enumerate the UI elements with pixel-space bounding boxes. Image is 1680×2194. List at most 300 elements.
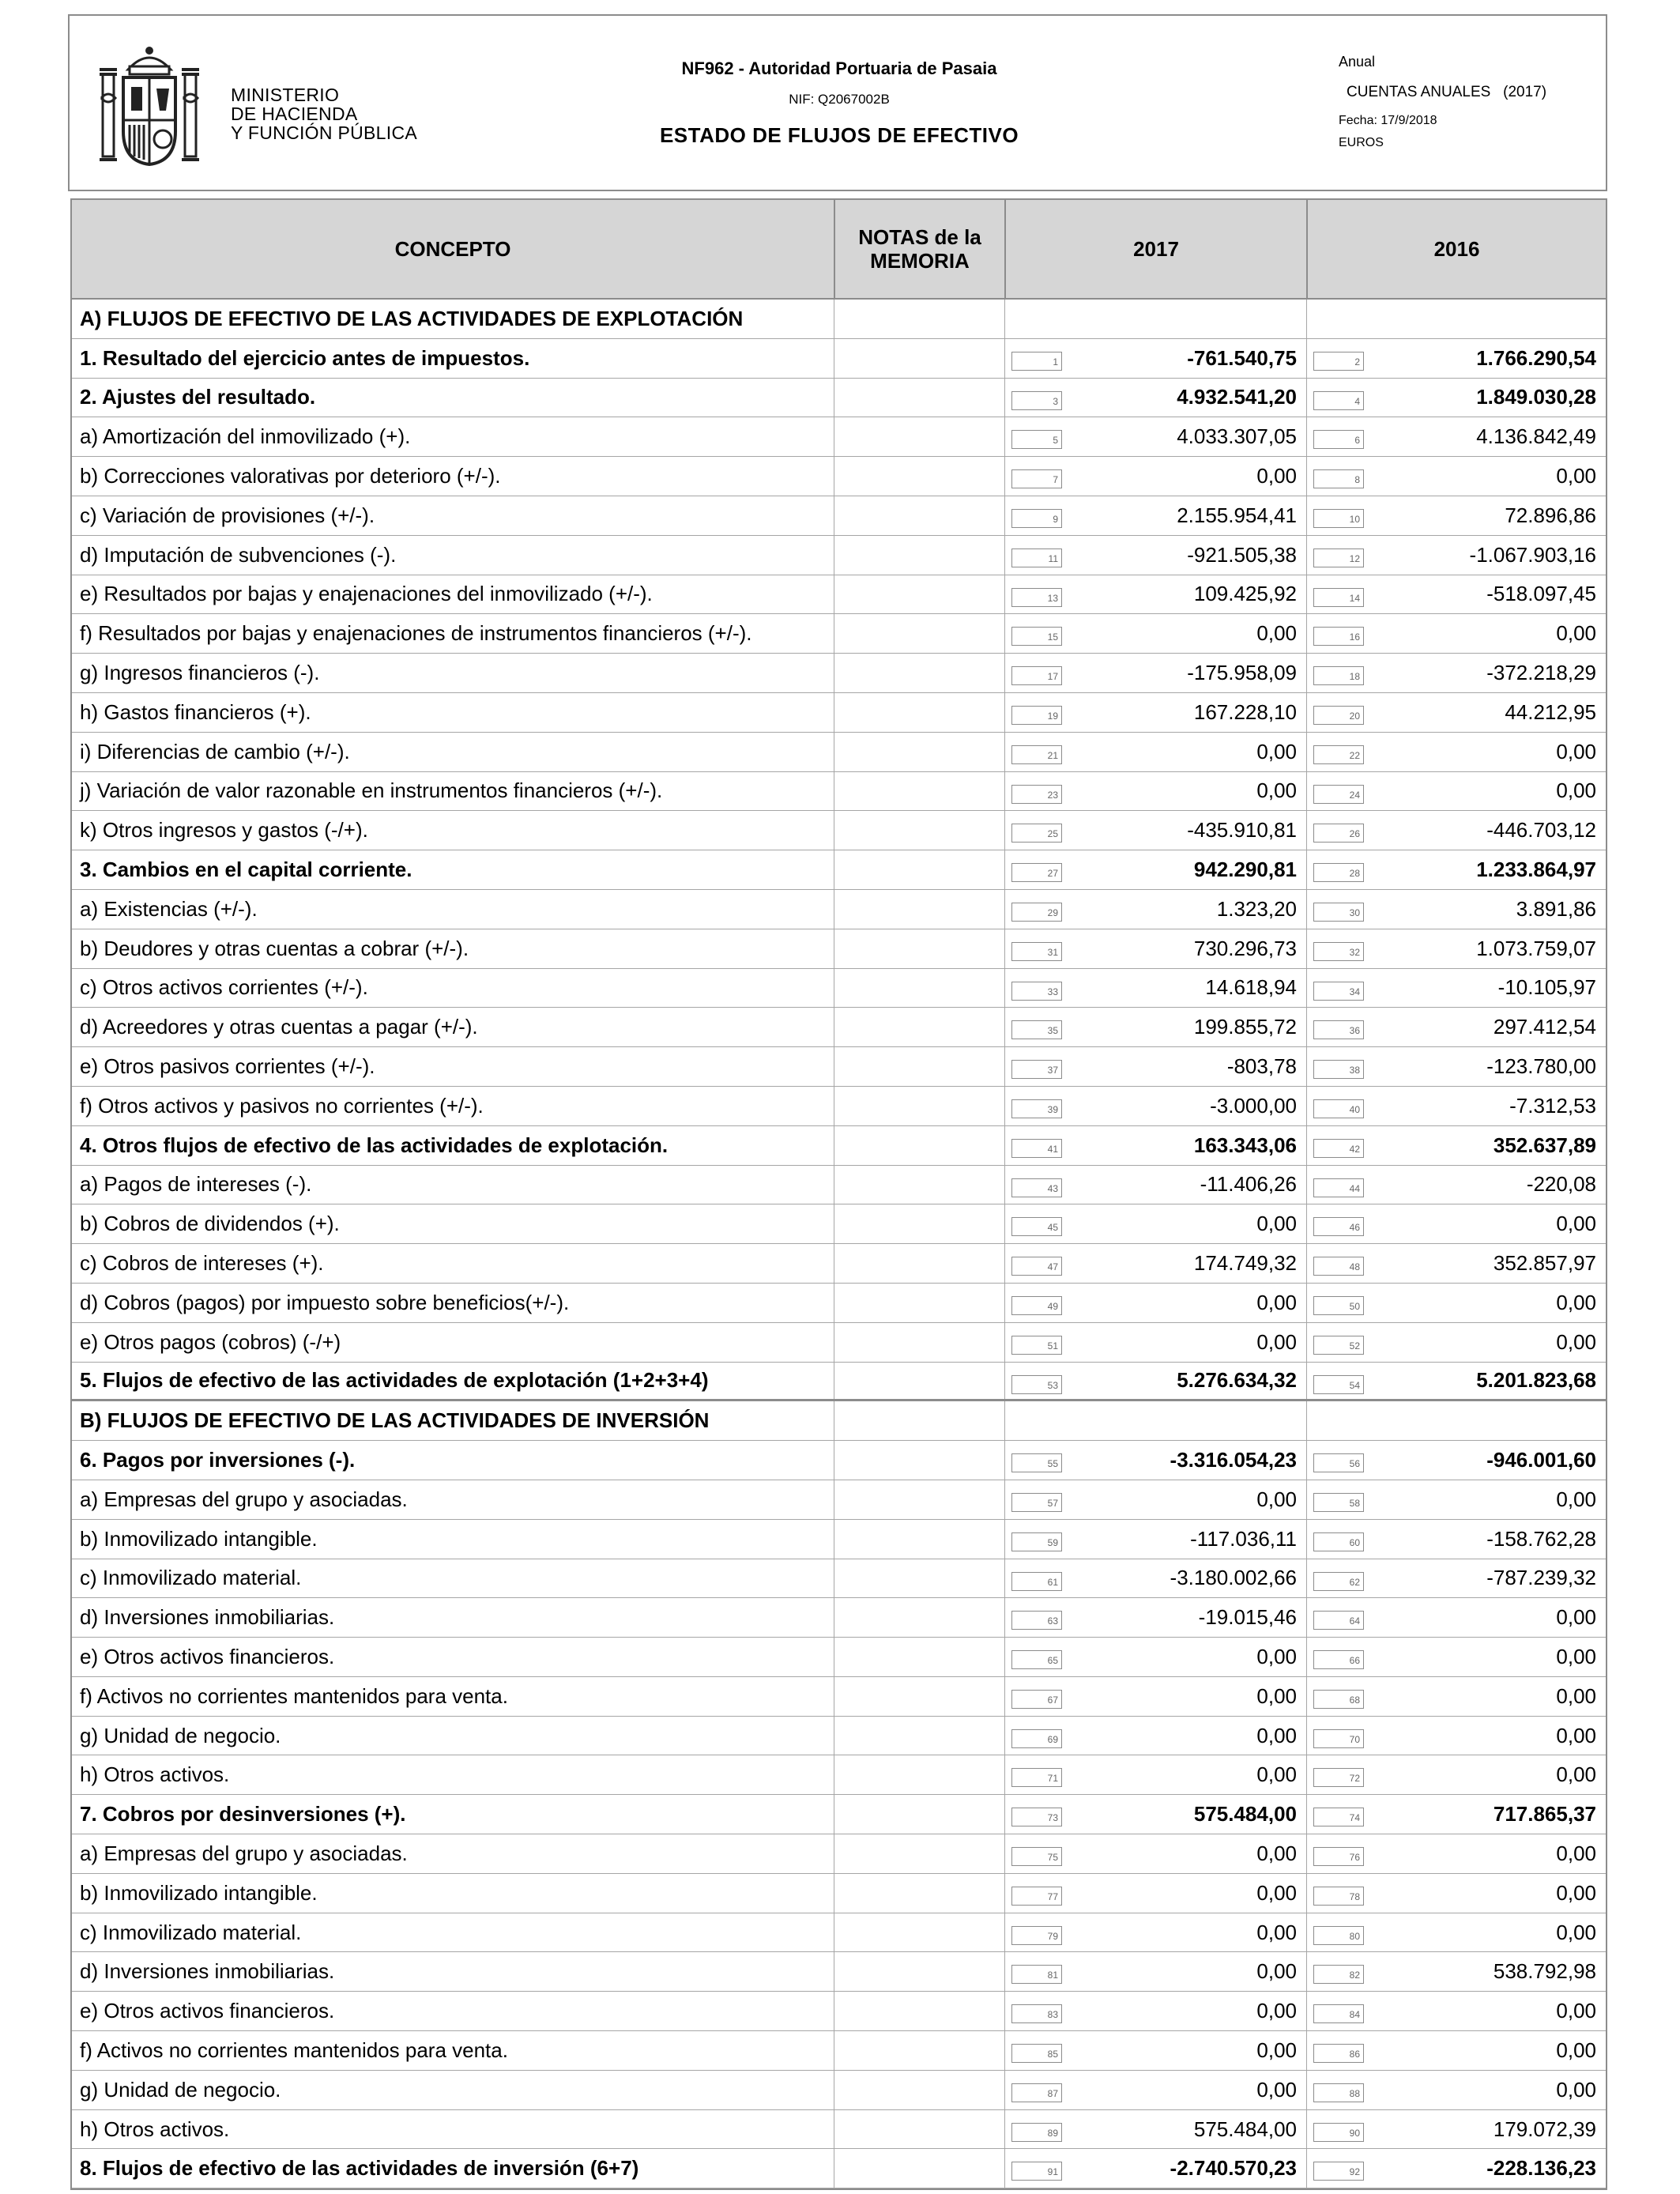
row-notes — [834, 1874, 1004, 1913]
value-2017: 730.296,73 — [1193, 936, 1297, 960]
row-concept: 3. Cambios en el capital corriente. — [80, 858, 412, 882]
row-value-2017 — [1004, 1166, 1306, 1204]
row-notes — [834, 1755, 1004, 1794]
row-value-2016 — [1306, 457, 1606, 496]
line-code-box: 79 — [1011, 1926, 1062, 1945]
row-value-2017 — [1004, 1992, 1306, 2030]
line-code-box: 35 — [1011, 1020, 1062, 1039]
row-value-2016 — [1306, 1441, 1606, 1480]
table-row — [72, 417, 1606, 457]
row-concept: k) Otros ingresos y gastos (-/+). — [80, 818, 368, 843]
row-value-2017 — [1004, 1204, 1306, 1243]
line-code-box: 76 — [1313, 1847, 1364, 1866]
row-value-2017 — [1004, 300, 1306, 338]
row-value-2016 — [1306, 969, 1606, 1008]
table-row — [72, 1441, 1606, 1480]
row-concept: A) FLUJOS DE EFECTIVO DE LAS ACTIVIDADES DE EXPLOTACIÓN — [80, 306, 744, 330]
line-code-box: 45 — [1011, 1217, 1062, 1236]
row-value-2016 — [1306, 496, 1606, 535]
value-2017: 0,00 — [1256, 621, 1297, 646]
value-2017: 0,00 — [1256, 464, 1297, 488]
line-code-box: 61 — [1011, 1572, 1062, 1591]
row-notes — [834, 811, 1004, 850]
value-2017: 0,00 — [1256, 1959, 1297, 1984]
line-code-box: 87 — [1011, 2083, 1062, 2102]
value-2017: 4.033.307,05 — [1177, 424, 1297, 449]
table-row — [72, 1126, 1606, 1166]
row-value-2017 — [1004, 693, 1306, 732]
row-value-2016 — [1306, 1834, 1606, 1873]
row-value-2016 — [1306, 811, 1606, 850]
line-code-box: 22 — [1313, 745, 1364, 764]
value-2016: -787.239,32 — [1486, 1566, 1596, 1590]
table-row — [72, 1284, 1606, 1323]
row-notes — [834, 2149, 1004, 2188]
line-code-box: 26 — [1313, 824, 1364, 843]
line-code-box: 34 — [1313, 982, 1364, 1001]
line-code-box: 9 — [1011, 509, 1062, 528]
line-code-box: 49 — [1011, 1296, 1062, 1315]
value-2017: -3.316.054,23 — [1170, 1448, 1297, 1472]
section-header-row — [72, 300, 1606, 339]
row-notes — [834, 1598, 1004, 1637]
line-code-box: 59 — [1011, 1532, 1062, 1551]
value-2017: 4.932.541,20 — [1177, 385, 1297, 409]
value-2016: 0,00 — [1556, 739, 1596, 763]
row-notes — [834, 1244, 1004, 1283]
table-row — [72, 575, 1606, 615]
row-value-2017 — [1004, 2149, 1306, 2188]
row-value-2017 — [1004, 654, 1306, 692]
currency-label: EUROS — [1339, 136, 1384, 149]
value-2016: -220,08 — [1526, 1172, 1596, 1197]
row-value-2017 — [1004, 1598, 1306, 1637]
line-code-box: 91 — [1011, 2162, 1062, 2181]
row-concept: b) Deudores y otras cuentas a cobrar (+/-). — [80, 936, 469, 960]
value-2017: -921.505,38 — [1187, 542, 1297, 567]
row-value-2016 — [1306, 929, 1606, 968]
row-concept: h) Otros activos. — [80, 1762, 230, 1787]
row-notes — [834, 1677, 1004, 1716]
row-notes — [834, 929, 1004, 968]
line-code-box: 62 — [1313, 1572, 1364, 1591]
row-value-2016 — [1306, 1717, 1606, 1755]
line-code-box: 5 — [1011, 430, 1062, 449]
row-notes — [834, 1913, 1004, 1952]
row-notes — [834, 1952, 1004, 1991]
table-row — [72, 1598, 1606, 1638]
row-value-2016 — [1306, 1913, 1606, 1952]
row-notes — [834, 1363, 1004, 1400]
table-row — [72, 1008, 1606, 1047]
row-concept: 5. Flujos de efectivo de las actividades de explotación (1+2+3+4) — [80, 1368, 709, 1393]
value-2017: -3.180.002,66 — [1170, 1566, 1297, 1590]
row-notes — [834, 969, 1004, 1008]
line-code-box: 10 — [1313, 509, 1364, 528]
row-notes — [834, 339, 1004, 378]
row-notes — [834, 496, 1004, 535]
value-2017: -2.740.570,23 — [1170, 2156, 1297, 2181]
document-title: ESTADO DE FLUJOS DE EFECTIVO — [659, 123, 1019, 147]
row-value-2017 — [1004, 1480, 1306, 1519]
value-2017: 199.855,72 — [1193, 1015, 1297, 1039]
value-2017: 0,00 — [1256, 1723, 1297, 1747]
value-2017: -435.910,81 — [1187, 818, 1297, 843]
line-code-box: 90 — [1313, 2123, 1364, 2142]
value-2017: 0,00 — [1256, 1841, 1297, 1865]
row-notes — [834, 575, 1004, 614]
value-2017: -803,78 — [1226, 1054, 1297, 1079]
row-value-2017 — [1004, 1244, 1306, 1283]
document-header — [68, 14, 1607, 191]
row-notes — [834, 417, 1004, 456]
line-code-box: 75 — [1011, 1847, 1062, 1866]
row-concept: d) Inversiones inmobiliarias. — [80, 1959, 335, 1984]
table-row — [72, 969, 1606, 1008]
row-notes — [834, 536, 1004, 575]
row-concept: h) Gastos financieros (+). — [80, 699, 311, 724]
row-notes — [834, 1992, 1004, 2030]
table-row — [72, 379, 1606, 418]
row-concept: e) Otros pasivos corrientes (+/-). — [80, 1054, 375, 1079]
row-concept: a) Amortización del inmovilizado (+). — [80, 424, 411, 449]
row-notes — [834, 1204, 1004, 1243]
line-code-box: 18 — [1313, 666, 1364, 685]
row-value-2016 — [1306, 1480, 1606, 1519]
row-value-2016 — [1306, 2110, 1606, 2149]
line-code-box: 37 — [1011, 1060, 1062, 1079]
row-value-2016 — [1306, 1008, 1606, 1046]
line-code-box: 84 — [1313, 2004, 1364, 2023]
line-code-box: 66 — [1313, 1650, 1364, 1669]
line-code-box: 89 — [1011, 2123, 1062, 2142]
table-row — [72, 733, 1606, 772]
value-2017: 0,00 — [1256, 1644, 1297, 1668]
row-value-2016 — [1306, 379, 1606, 417]
value-2016: 717.865,37 — [1493, 1802, 1596, 1826]
value-2016: 297.412,54 — [1493, 1015, 1596, 1039]
value-2017: 0,00 — [1256, 778, 1297, 803]
line-code-box: 39 — [1011, 1099, 1062, 1118]
line-code-box: 74 — [1313, 1808, 1364, 1826]
line-code-box: 51 — [1011, 1336, 1062, 1355]
line-code-box: 77 — [1011, 1887, 1062, 1906]
table-row — [72, 1913, 1606, 1953]
table-row — [72, 536, 1606, 575]
row-concept: g) Ingresos financieros (-). — [80, 661, 320, 685]
value-2016: 0,00 — [1556, 1683, 1596, 1708]
row-value-2016 — [1306, 1047, 1606, 1086]
value-2017: -19.015,46 — [1198, 1605, 1297, 1630]
value-2016: 0,00 — [1556, 2077, 1596, 2102]
value-2016: 1.233.864,97 — [1476, 858, 1596, 882]
value-2017: 0,00 — [1256, 1920, 1297, 1944]
table-row — [72, 890, 1606, 929]
row-concept: e) Otros activos financieros. — [80, 1999, 335, 2023]
value-2017: -175.958,09 — [1187, 661, 1297, 685]
line-code-box: 19 — [1011, 706, 1062, 725]
value-2016: 44.212,95 — [1505, 699, 1596, 724]
row-value-2017 — [1004, 1913, 1306, 1952]
row-concept: f) Activos no corrientes mantenidos para venta. — [80, 2038, 508, 2062]
line-code-box: 12 — [1313, 548, 1364, 567]
value-2016: -946.001,60 — [1486, 1448, 1596, 1472]
value-2017: 0,00 — [1256, 1880, 1297, 1905]
line-code-box: 71 — [1011, 1768, 1062, 1787]
line-code-box: 83 — [1011, 2004, 1062, 2023]
value-2017: -117.036,11 — [1190, 1526, 1297, 1551]
row-notes — [834, 614, 1004, 653]
line-code-box: 86 — [1313, 2044, 1364, 2063]
line-code-box: 38 — [1313, 1060, 1364, 1079]
row-concept: a) Existencias (+/-). — [80, 896, 258, 921]
row-notes — [834, 1717, 1004, 1755]
row-value-2017 — [1004, 1559, 1306, 1598]
value-2016: 72.896,86 — [1505, 503, 1596, 527]
row-value-2016 — [1306, 2071, 1606, 2109]
value-2017: -3.000,00 — [1210, 1093, 1297, 1118]
row-concept: c) Otros activos corrientes (+/-). — [80, 975, 368, 1000]
line-code-box: 30 — [1313, 903, 1364, 922]
value-2016: 179.072,39 — [1493, 2117, 1596, 2141]
table-row — [72, 2071, 1606, 2110]
row-notes — [834, 1401, 1004, 1440]
row-notes — [834, 654, 1004, 692]
entity-name: NF962 - Autoridad Portuaria de Pasaia — [681, 58, 997, 78]
row-concept: g) Unidad de negocio. — [80, 2077, 281, 2102]
row-concept: g) Unidad de negocio. — [80, 1723, 281, 1747]
value-2017: 2.155.954,41 — [1177, 503, 1297, 527]
line-code-box: 68 — [1313, 1690, 1364, 1709]
row-notes — [834, 1284, 1004, 1322]
line-code-box: 2 — [1313, 352, 1364, 371]
table-row — [72, 614, 1606, 654]
line-code-box: 57 — [1011, 1493, 1062, 1512]
row-value-2016 — [1306, 1598, 1606, 1637]
table-row — [72, 1992, 1606, 2031]
row-concept: j) Variación de valor razonable en instrumentos financieros (+/-). — [80, 778, 663, 803]
table-row — [72, 1795, 1606, 1834]
row-notes — [834, 2110, 1004, 2149]
table-row — [72, 2110, 1606, 2150]
row-concept: 6. Pagos por inversiones (-). — [80, 1448, 356, 1472]
row-concept: d) Inversiones inmobiliarias. — [80, 1605, 335, 1630]
table-row — [72, 1952, 1606, 1992]
value-2017: -761.540,75 — [1187, 345, 1297, 370]
row-value-2017 — [1004, 1363, 1306, 1400]
row-value-2017 — [1004, 772, 1306, 811]
table-row — [72, 1677, 1606, 1717]
table-row — [72, 2149, 1606, 2188]
value-2016: 352.857,97 — [1493, 1251, 1596, 1276]
row-concept: h) Otros activos. — [80, 2117, 230, 2141]
row-value-2017 — [1004, 2031, 1306, 2070]
value-2016: 0,00 — [1556, 778, 1596, 803]
value-2016: -158.762,28 — [1486, 1526, 1596, 1551]
row-value-2016 — [1306, 850, 1606, 889]
row-value-2016 — [1306, 536, 1606, 575]
accounts-label: CUENTAS ANUALES (2017) — [1347, 84, 1547, 100]
value-2016: -1.067.903,16 — [1469, 542, 1596, 567]
table-row — [72, 811, 1606, 850]
row-notes — [834, 1008, 1004, 1046]
row-concept: a) Empresas del grupo y asociadas. — [80, 1841, 408, 1865]
row-value-2016 — [1306, 2149, 1606, 2188]
table-row — [72, 457, 1606, 496]
value-2017: 0,00 — [1256, 1329, 1297, 1354]
line-code-box: 50 — [1313, 1296, 1364, 1315]
table-row — [72, 850, 1606, 890]
row-value-2017 — [1004, 1874, 1306, 1913]
table-row — [72, 929, 1606, 969]
line-code-box: 28 — [1313, 863, 1364, 882]
line-code-box: 47 — [1011, 1257, 1062, 1276]
line-code-box: 33 — [1011, 982, 1062, 1001]
value-2016: 0,00 — [1556, 1644, 1596, 1668]
line-code-box: 44 — [1313, 1178, 1364, 1197]
row-value-2016 — [1306, 1166, 1606, 1204]
value-2016: -123.780,00 — [1486, 1054, 1596, 1079]
line-code-box: 1 — [1011, 352, 1062, 371]
row-notes — [834, 2071, 1004, 2109]
line-code-box: 14 — [1313, 588, 1364, 607]
row-concept: 2. Ajustes del resultado. — [80, 385, 316, 409]
value-2017: 163.343,06 — [1193, 1133, 1297, 1157]
table-row — [72, 1638, 1606, 1677]
row-value-2017 — [1004, 929, 1306, 968]
line-code-box: 43 — [1011, 1178, 1062, 1197]
row-value-2016 — [1306, 417, 1606, 456]
line-code-box: 73 — [1011, 1808, 1062, 1826]
row-concept: c) Variación de provisiones (+/-). — [80, 503, 375, 527]
table-row — [72, 1755, 1606, 1795]
row-value-2017 — [1004, 417, 1306, 456]
line-code-box: 31 — [1011, 942, 1062, 961]
row-value-2017 — [1004, 1323, 1306, 1362]
value-2016: 1.073.759,07 — [1476, 936, 1596, 960]
value-2017: 167.228,10 — [1193, 699, 1297, 724]
value-2016: 0,00 — [1556, 1487, 1596, 1511]
row-notes — [834, 1834, 1004, 1873]
line-code-box: 67 — [1011, 1690, 1062, 1709]
line-code-box: 78 — [1313, 1887, 1364, 1906]
value-2016: 0,00 — [1556, 1723, 1596, 1747]
row-notes — [834, 1638, 1004, 1676]
line-code-box: 65 — [1011, 1650, 1062, 1669]
line-code-box: 55 — [1011, 1453, 1062, 1472]
row-value-2016 — [1306, 614, 1606, 653]
row-value-2016 — [1306, 1874, 1606, 1913]
line-code-box: 25 — [1011, 824, 1062, 843]
table-row — [72, 2031, 1606, 2071]
value-2016: 0,00 — [1556, 1290, 1596, 1314]
line-code-box: 48 — [1313, 1257, 1364, 1276]
table-row — [72, 1363, 1606, 1402]
row-value-2017 — [1004, 1047, 1306, 1086]
value-2017: 5.276.634,32 — [1177, 1368, 1297, 1393]
value-2016: 352.637,89 — [1493, 1133, 1596, 1157]
value-2017: 174.749,32 — [1193, 1251, 1297, 1276]
line-code-box: 41 — [1011, 1139, 1062, 1158]
value-2016: 0,00 — [1556, 1212, 1596, 1236]
row-value-2017 — [1004, 1401, 1306, 1440]
row-value-2016 — [1306, 1126, 1606, 1165]
table-row — [72, 496, 1606, 536]
value-2016: -446.703,12 — [1486, 818, 1596, 843]
table-row — [72, 1834, 1606, 1874]
line-code-box: 13 — [1011, 588, 1062, 607]
line-code-box: 29 — [1011, 903, 1062, 922]
value-2017: 0,00 — [1256, 1290, 1297, 1314]
row-value-2017 — [1004, 811, 1306, 850]
row-value-2017 — [1004, 969, 1306, 1008]
row-notes — [834, 1047, 1004, 1086]
line-code-box: 52 — [1313, 1336, 1364, 1355]
row-value-2017 — [1004, 1087, 1306, 1125]
row-value-2016 — [1306, 890, 1606, 929]
line-code-box: 88 — [1313, 2083, 1364, 2102]
line-code-box: 24 — [1313, 785, 1364, 804]
value-2017: 0,00 — [1256, 1212, 1297, 1236]
row-concept: f) Otros activos y pasivos no corrientes (+/-). — [80, 1093, 484, 1118]
line-code-box: 11 — [1011, 548, 1062, 567]
line-code-box: 4 — [1313, 391, 1364, 410]
value-2017: 0,00 — [1256, 2038, 1297, 2062]
row-notes — [834, 2031, 1004, 2070]
value-2016: 5.201.823,68 — [1476, 1368, 1596, 1393]
value-2017: 0,00 — [1256, 1683, 1297, 1708]
line-code-box: 8 — [1313, 469, 1364, 488]
row-value-2017 — [1004, 1441, 1306, 1480]
row-concept: a) Pagos de intereses (-). — [80, 1172, 312, 1197]
row-value-2016 — [1306, 1244, 1606, 1283]
row-notes — [834, 1126, 1004, 1165]
line-code-box: 56 — [1313, 1453, 1364, 1472]
row-notes — [834, 1480, 1004, 1519]
row-concept: 8. Flujos de efectivo de las actividades de inversión (6+7) — [80, 2156, 639, 2181]
row-concept: 4. Otros flujos de efectivo de las actividades de explotación. — [80, 1133, 669, 1157]
row-concept: f) Activos no corrientes mantenidos para venta. — [80, 1683, 508, 1708]
table-row — [72, 772, 1606, 812]
line-code-box: 15 — [1011, 627, 1062, 646]
value-2016: 0,00 — [1556, 1920, 1596, 1944]
row-concept: e) Otros activos financieros. — [80, 1644, 335, 1668]
line-code-box: 53 — [1011, 1375, 1062, 1394]
row-concept: b) Correcciones valorativas por deterioro (+/-). — [80, 464, 501, 488]
value-2017: 0,00 — [1256, 1762, 1297, 1787]
value-2017: 0,00 — [1256, 739, 1297, 763]
line-code-box: 82 — [1313, 1965, 1364, 1984]
row-concept: 1. Resultado del ejercicio antes de impuestos. — [80, 345, 530, 370]
header-concept: CONCEPTO — [394, 237, 511, 261]
header-2016: 2016 — [1306, 200, 1606, 298]
table-row — [72, 1166, 1606, 1205]
row-value-2016 — [1306, 1520, 1606, 1559]
line-code-box: 46 — [1313, 1217, 1364, 1236]
value-2016: 4.136.842,49 — [1476, 424, 1596, 449]
period-label: Anual — [1339, 54, 1376, 70]
row-notes — [834, 300, 1004, 338]
table-row — [72, 654, 1606, 693]
row-notes — [834, 693, 1004, 732]
value-2016: 0,00 — [1556, 1880, 1596, 1905]
row-value-2017 — [1004, 1638, 1306, 1676]
row-notes — [834, 1323, 1004, 1362]
value-2016: 0,00 — [1556, 621, 1596, 646]
row-concept: b) Cobros de dividendos (+). — [80, 1212, 340, 1236]
line-code-box: 85 — [1011, 2044, 1062, 2063]
value-2017: 0,00 — [1256, 1999, 1297, 2023]
